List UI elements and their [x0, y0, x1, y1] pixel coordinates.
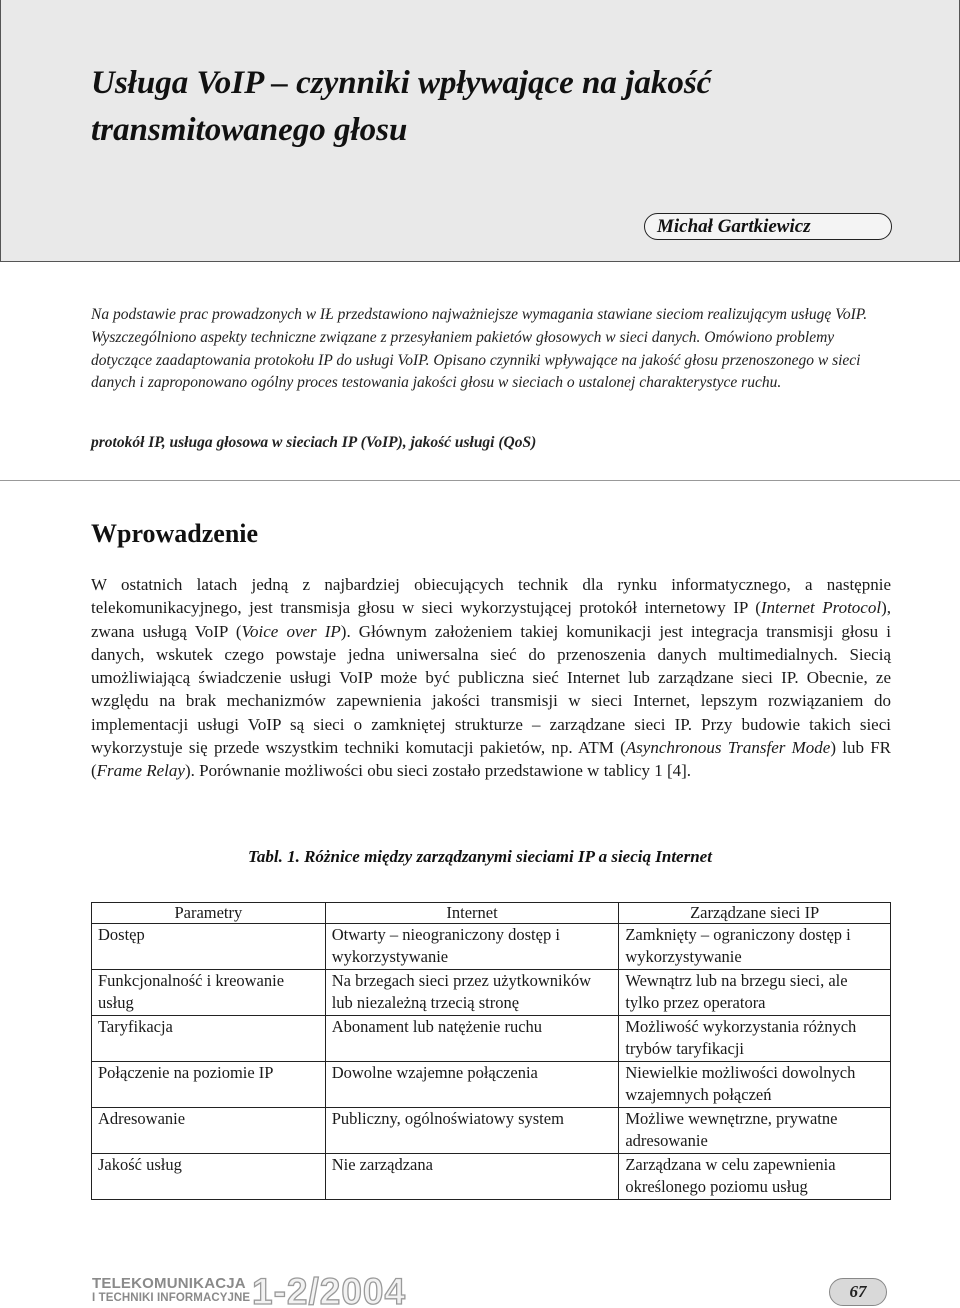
table-row	[92, 924, 891, 970]
section-divider	[0, 480, 960, 481]
table-cell: Zarządzana w celu zapewnienia określonego poziomu usług	[619, 1154, 891, 1200]
header-cell: Internet	[325, 903, 619, 924]
text-run-italic: Frame Relay	[96, 761, 185, 781]
abstract: Na podstawie prac prowadzonych w IŁ przedstawiono najważniejsze wymagania stawiane sieciom realizującym usługę VoIP. Wyszczególniono aspekty techniczne związane z przesyłaniem pakietów głosowych w sieci danych. Omówiono problemy dotyczące zaadaptowania protokołu IP do usługi VoIP. Opisano czynniki wpływające na jakość głosu przenoszonego w sieci danych i zaproponowano ogólny proces testowania jakości głosu w sieciach o ustalonej charakterystyce ruchu.	[91, 306, 868, 392]
text-run: ). Głównym założeniem takiej komunikacji jest integracja transmisji głosu i danych, wskutek czego powstaje jedna uniwersalna sieć do przenoszenia danych multimedialnych. Siecią umożliwiającą świadczenie usługi VoIP może być publiczna sieć Internet lub zarządzane sieci IP. Obecnie, ze względu na brak mechanizmów zapewnienia jakości transmisji w sieci Internet, lepszym rozwiązaniem do implementacji usługi VoIP są sieci o zamkniętej strukturze – zarządzane sieci IP. Przy budowie takich sieci wykorzystuje się przede wszystkim techniki komutacji pakietów, np. ATM (	[91, 621, 891, 758]
text-run-italic: Asynchronous Transfer Mode	[625, 738, 831, 758]
header-cell: Zarządzane sieci IP	[619, 903, 891, 924]
table-row	[92, 1062, 891, 1108]
table-row	[92, 970, 891, 1016]
table-cell: Funkcjonalność i kreowanie usług	[92, 970, 326, 1016]
title-line-2: transmitowanego głosu	[91, 112, 408, 148]
title-line-1: Usługa VoIP – czynniki wpływające na jakość	[91, 65, 712, 101]
text-run-italic: Internet Protocol	[760, 598, 882, 618]
table-row	[92, 1108, 891, 1154]
article-header	[0, 0, 960, 262]
text-run: ), zwana usługą VoIP (	[91, 598, 891, 641]
table-cell: Taryfikacja	[92, 1016, 326, 1062]
text-run: ) lub FR (	[91, 738, 891, 781]
table-header-row	[92, 903, 891, 924]
table-cell: Niewielkie możliwości dowolnych wzajemnych połączeń	[619, 1062, 891, 1108]
table-caption: Tabl. 1. Różnice między zarządzanymi sieciami IP a siecią Internet	[248, 847, 712, 866]
table-row	[92, 1016, 891, 1062]
text-run-italic: Voice over IP	[241, 621, 341, 641]
comparison-table	[91, 902, 891, 1200]
table-cell: Publiczny, ogólnoświatowy system	[325, 1108, 619, 1154]
table-cell: Jakość usług	[92, 1154, 326, 1200]
issue-number: 1-2/2004	[252, 1271, 407, 1308]
header-cell: Parametry	[92, 903, 326, 924]
table-cell: Otwarty – nieograniczony dostęp i wykorzystywanie	[325, 924, 619, 970]
table-cell: Nie zarządzana	[325, 1154, 619, 1200]
article-title	[91, 60, 911, 154]
keywords: protokół IP, usługa głosowa w sieciach IP (VoIP), jakość usługi (QoS)	[91, 434, 537, 451]
table-cell: Zamknięty – ograniczony dostęp i wykorzystywanie	[619, 924, 891, 970]
journal-name-line-2: I TECHNIKI INFORMACYJNE	[92, 1292, 251, 1304]
table-cell: Abonament lub natężenie ruchu	[325, 1016, 619, 1062]
text-run: W ostatnich latach jedną z najbardziej obiecujących technik dla rynku informatycznego, a następnie telekomunikacyjnego, jest transmisja głosu w sieci wykorzystującej protokół internetowy IP (	[91, 575, 891, 618]
section-heading: Wprowadzenie	[91, 519, 259, 548]
table-cell: Dowolne wzajemne połączenia	[325, 1062, 619, 1108]
journal-brand	[92, 1277, 250, 1305]
intro-paragraph	[91, 573, 891, 783]
page-number: 67	[829, 1278, 887, 1306]
table-cell: Na brzegach sieci przez użytkowników lub niezależną trzecią stronę	[325, 970, 619, 1016]
table-cell: Połączenie na poziomie IP	[92, 1062, 326, 1108]
table-row	[92, 1154, 891, 1200]
table-cell: Możliwość wykorzystania różnych trybów taryfikacji	[619, 1016, 891, 1062]
author-name: Michał Gartkiewicz	[644, 213, 892, 240]
table-cell: Wewnątrz lub na brzegu sieci, ale tylko przez operatora	[619, 970, 891, 1016]
table-cell: Możliwe wewnętrzne, prywatne adresowanie	[619, 1108, 891, 1154]
table-cell: Adresowanie	[92, 1108, 326, 1154]
table-cell: Dostęp	[92, 924, 326, 970]
text-run: ). Porównanie możliwości obu sieci zostało przedstawione w tablicy 1 [4].	[184, 761, 692, 781]
journal-name-line-1: TELEKOMUNIKACJA	[92, 1275, 246, 1292]
